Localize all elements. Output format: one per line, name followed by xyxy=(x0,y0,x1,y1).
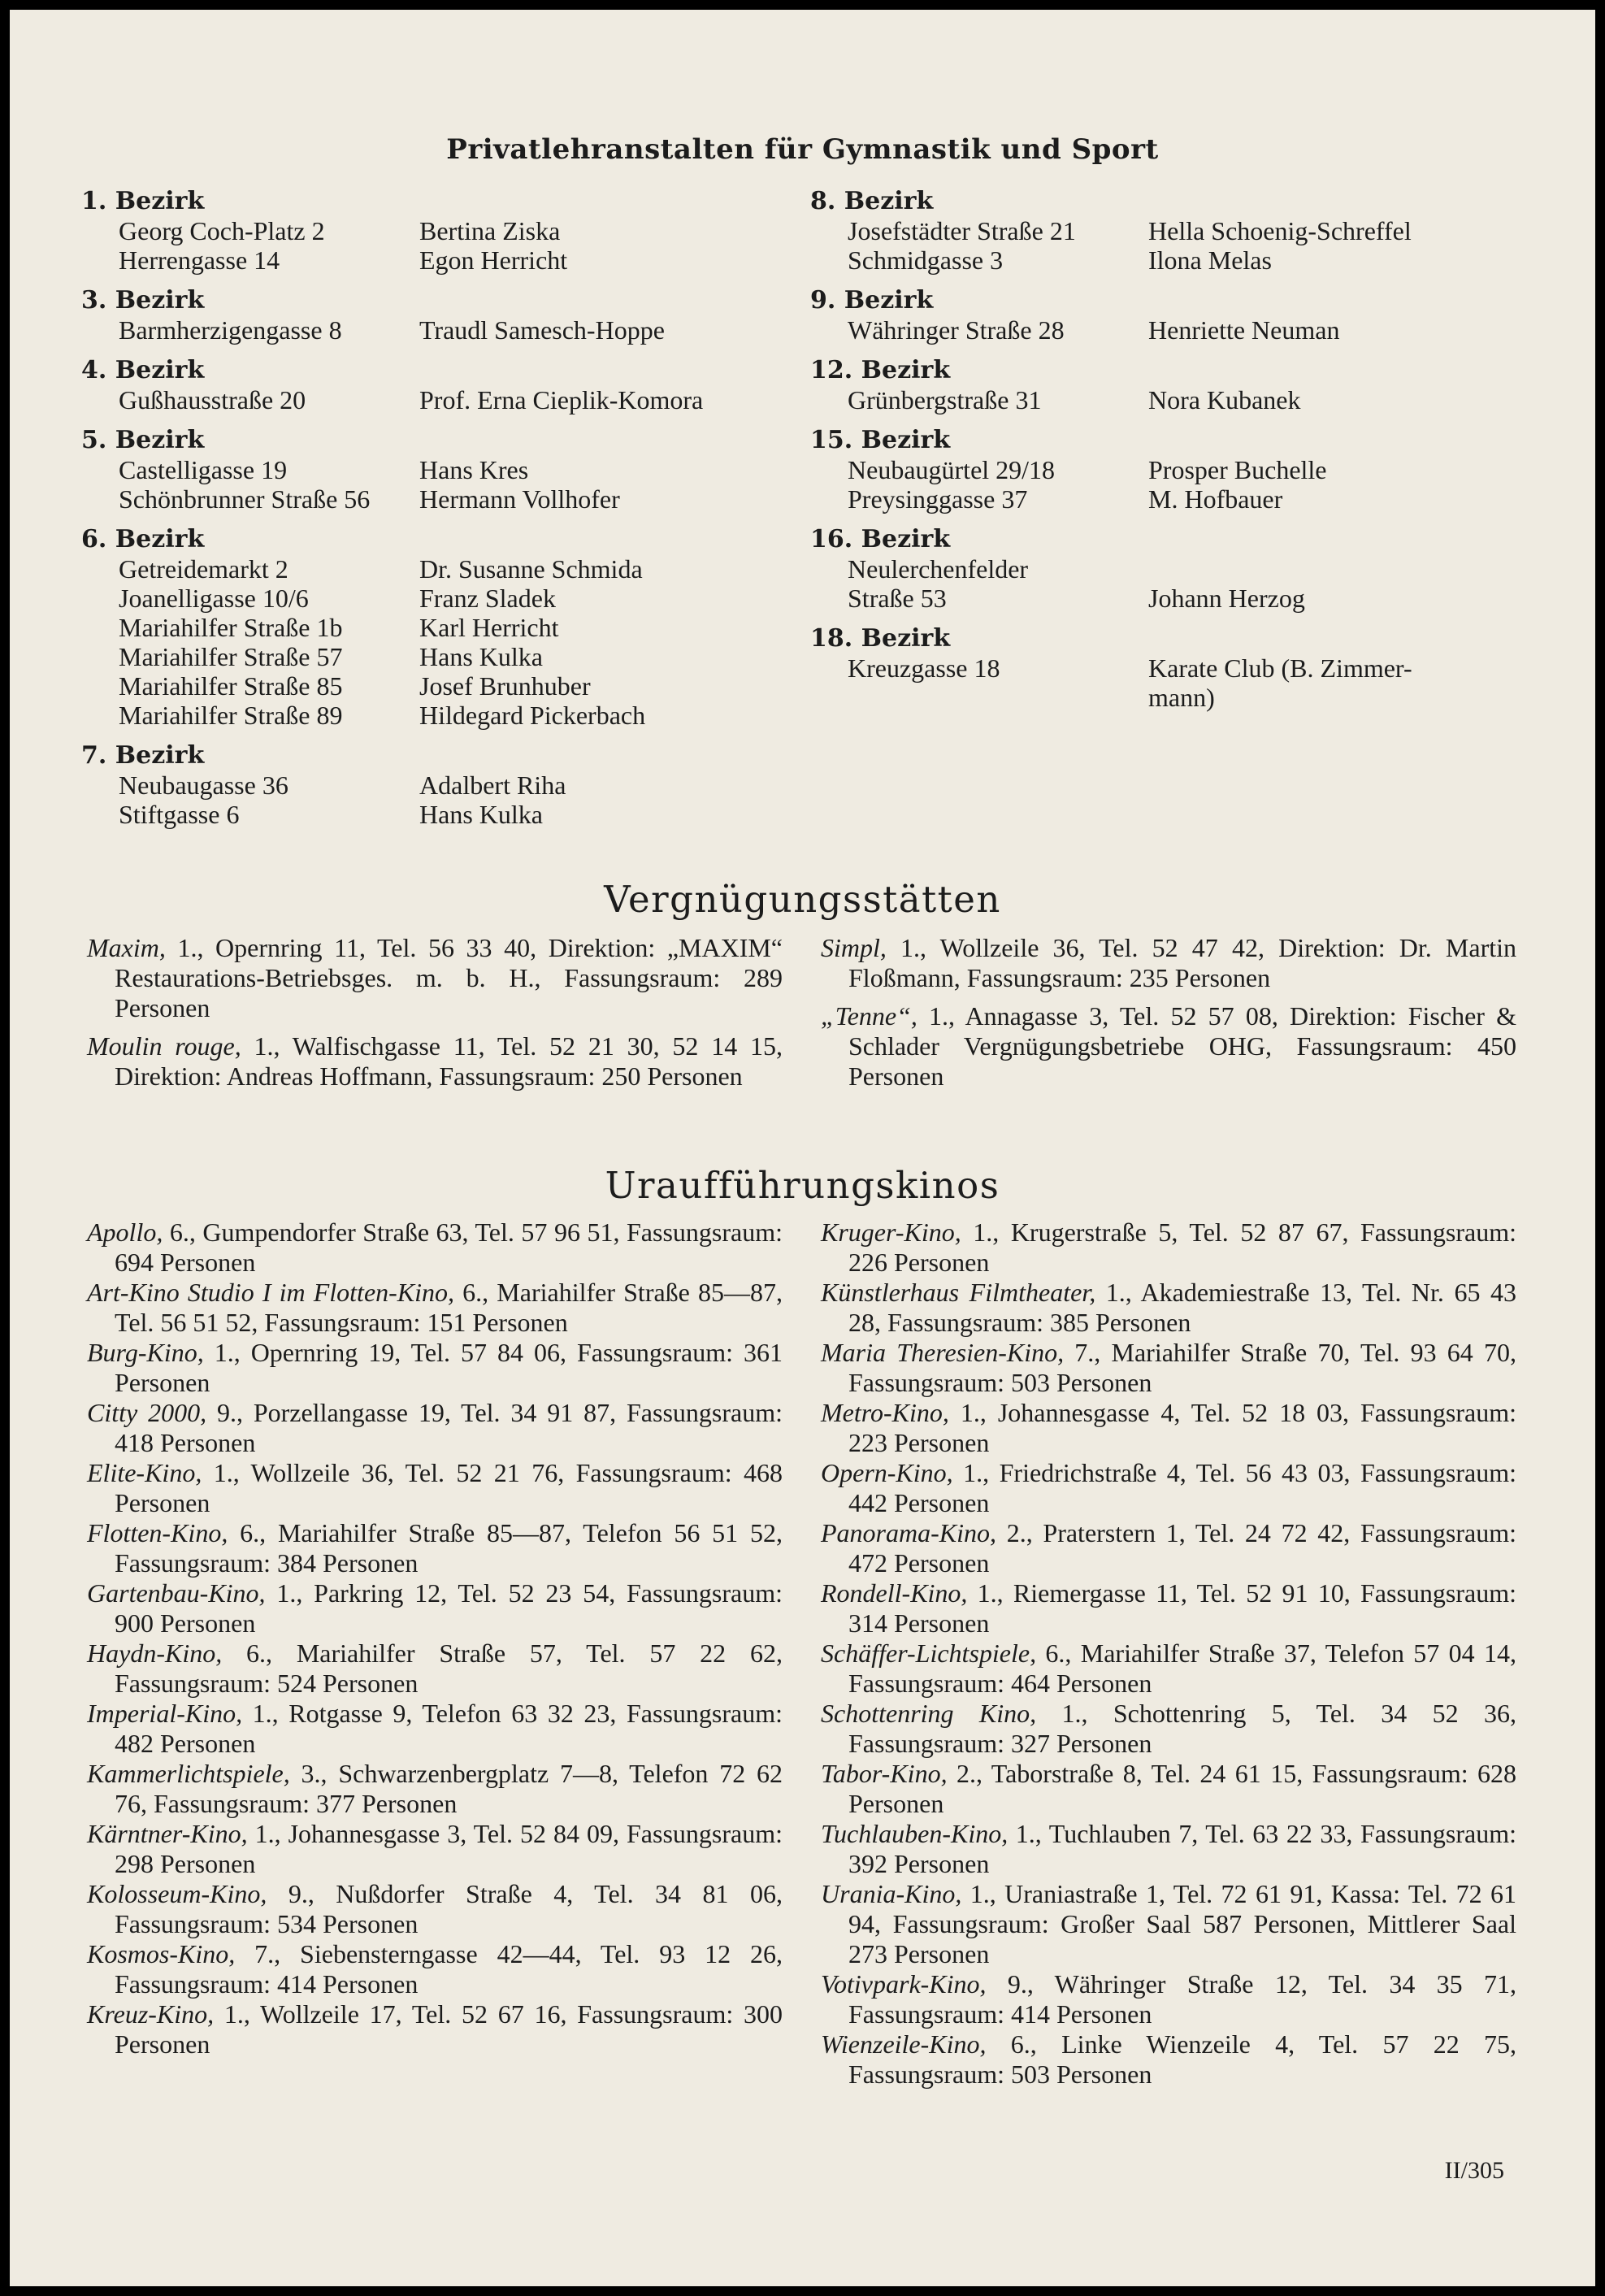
district-row xyxy=(81,584,793,613)
cinema-entry xyxy=(87,1578,783,1638)
district-row xyxy=(81,216,793,245)
cinema-name: Kammerlichtspiele, xyxy=(87,1759,290,1788)
cinema-name: Haydn-Kino, xyxy=(87,1638,223,1668)
cinema-entry xyxy=(87,1217,783,1278)
cinema-entry xyxy=(87,1699,783,1759)
venue-details: 1., Walfischgasse 11, Tel. 52 21 30, 52 14 15, Direktion: Andreas Hoffmann, Fassungsraum: 250 Personen xyxy=(115,1031,783,1091)
cinema-details: 6., Mariahilfer Straße 37, Telefon 57 04 14, Fassungsraum: 464 Personen xyxy=(848,1638,1516,1698)
district-address: Währinger Straße 28 xyxy=(848,315,1065,345)
cinema-column-right xyxy=(821,1217,1516,2090)
cinema-entry xyxy=(87,1819,783,1879)
venue-entry xyxy=(87,1031,783,1092)
district-address: Schönbrunner Straße 56 xyxy=(119,484,371,514)
district-row xyxy=(81,455,793,484)
district-block xyxy=(81,356,793,414)
district-block xyxy=(810,356,1498,414)
district-address: Neulerchenfelder xyxy=(848,554,1029,584)
cinema-details: 6., Gumpendorfer Straße 63, Tel. 57 96 51, Fassungsraum: 694 Personen xyxy=(115,1217,783,1277)
cinema-entry xyxy=(821,1759,1516,1819)
cinema-details: 1., Riemergasse 11, Tel. 52 91 10, Fassungsraum: 314 Personen xyxy=(848,1578,1516,1638)
district-address: Mariahilfer Straße 1b xyxy=(119,613,343,642)
cinema-details: 3., Schwarzenbergplatz 7—8, Telefon 72 62 76, Fassungsraum: 377 Personen xyxy=(115,1759,783,1818)
cinema-details: 6., Mariahilfer Straße 57, Tel. 57 22 62, Fassungsraum: 524 Personen xyxy=(115,1638,783,1698)
cinema-details: 1., Opernring 19, Tel. 57 84 06, Fassungsraum: 361 Personen xyxy=(115,1338,783,1397)
district-address xyxy=(848,683,1148,712)
cinema-details: 7., Mariahilfer Straße 70, Tel. 93 64 70, Fassungsraum: 503 Personen xyxy=(848,1338,1517,1397)
cinema-name: Opern-Kino, xyxy=(821,1458,953,1487)
cinema-name: Imperial-Kino, xyxy=(87,1699,243,1728)
district-owner: Hella Schoenig-Schreffel xyxy=(1148,216,1412,245)
district-block xyxy=(81,286,793,345)
district-row xyxy=(81,701,793,730)
cinema-name: Elite-Kino, xyxy=(87,1458,202,1487)
cinema-details: 1., Tuchlauben 7, Tel. 63 22 33, Fassungsraum: 392 Personen xyxy=(848,1819,1516,1878)
district-row xyxy=(810,245,1498,275)
district-label: 6. Bezirk xyxy=(81,525,205,553)
cinema-entry xyxy=(87,1278,783,1338)
district-block xyxy=(810,624,1498,712)
cinema-entry xyxy=(821,1819,1516,1879)
cinema-name: Votivpark-Kino, xyxy=(821,1969,987,1999)
cinema-name: Kosmos-Kino, xyxy=(87,1939,236,1968)
district-owner: Prof. Erna Cieplik-Komora xyxy=(419,385,704,414)
cinema-details: 2., Taborstraße 8, Tel. 24 61 15, Fassungsraum: 628 Personen xyxy=(848,1759,1516,1818)
cinema-name: Künstlerhaus Filmtheater, xyxy=(821,1278,1096,1307)
district-label: 12. Bezirk xyxy=(810,356,951,384)
district-block xyxy=(810,187,1498,275)
district-block xyxy=(81,525,793,730)
cinema-entry xyxy=(87,1999,783,2059)
district-column-right xyxy=(810,187,1498,723)
cinema-entry xyxy=(821,1217,1516,1278)
cinema-details: 1., Johannesgasse 3, Tel. 52 84 09, Fassungsraum: 298 Personen xyxy=(115,1819,783,1878)
district-address: Neubaugürtel 29/18 xyxy=(848,455,1056,484)
cinema-entry xyxy=(87,1458,783,1518)
district-row xyxy=(810,385,1498,414)
district-address: Grünbergstraße 31 xyxy=(848,385,1042,414)
cinema-details: 1., Schottenring 5, Tel. 34 52 36, Fassungsraum: 327 Personen xyxy=(848,1699,1516,1758)
district-address: Neubaugasse 36 xyxy=(119,770,288,800)
page-number: II/305 xyxy=(1444,2157,1504,2184)
cinema-entry xyxy=(87,1518,783,1578)
venue-entry xyxy=(821,1001,1516,1092)
cinema-entry xyxy=(821,1278,1516,1338)
cinema-name: Burg-Kino, xyxy=(87,1338,204,1367)
district-row xyxy=(81,245,793,275)
cinema-details: 6., Mariahilfer Straße 85—87, Telefon 56 51 52, Fassungsraum: 384 Personen xyxy=(115,1518,783,1578)
district-owner: Hermann Vollhofer xyxy=(419,484,620,514)
district-label: 15. Bezirk xyxy=(810,426,951,454)
cinema-details: 1., Akademiestraße 13, Tel. Nr. 65 43 28, Fassungsraum: 385 Personen xyxy=(848,1278,1517,1337)
venue-entry xyxy=(87,933,783,1023)
district-address: Mariahilfer Straße 85 xyxy=(119,671,343,701)
cinema-details: 6., Linke Wienzeile 4, Tel. 57 22 75, Fassungsraum: 503 Personen xyxy=(848,2029,1516,2089)
district-label: 5. Bezirk xyxy=(81,426,205,454)
district-row xyxy=(810,554,1498,584)
venue-name: Simpl, xyxy=(821,933,887,962)
cinema-details: 9., Porzellangasse 19, Tel. 34 91 87, Fassungsraum: 418 Personen xyxy=(115,1398,783,1457)
district-block xyxy=(81,741,793,829)
district-row xyxy=(81,642,793,671)
district-owner: Dr. Susanne Schmida xyxy=(419,554,643,584)
cinema-entry xyxy=(821,1398,1516,1458)
cinema-name: Wienzeile-Kino, xyxy=(821,2029,987,2059)
venue-name: Maxim, xyxy=(87,933,166,962)
district-row xyxy=(810,653,1498,683)
district-row xyxy=(81,315,793,345)
district-label: 3. Bezirk xyxy=(81,286,205,315)
cinema-details: 9., Währinger Straße 12, Tel. 34 35 71, Fassungsraum: 414 Personen xyxy=(848,1969,1516,2029)
district-row xyxy=(810,683,1498,712)
district-label: 18. Bezirk xyxy=(810,624,951,653)
cinema-entry xyxy=(87,1879,783,1939)
cinema-name: Art-Kino Studio I im Flotten-Kino, xyxy=(87,1278,455,1307)
cinema-details: 1., Parkring 12, Tel. 52 23 54, Fassungsraum: 900 Personen xyxy=(115,1578,783,1638)
district-owner: Ilona Melas xyxy=(1148,245,1272,275)
cinema-name: Citty 2000, xyxy=(87,1398,207,1427)
venue-details: 1., Annagasse 3, Tel. 52 57 08, Direktion: Fischer & Schlader Vergnügungsbetriebe OHG, Fassungsraum: 450 Personen xyxy=(848,1001,1516,1091)
venue-name: Moulin rouge, xyxy=(87,1031,241,1061)
district-address: Mariahilfer Straße 57 xyxy=(119,642,343,671)
cinema-details: 1., Rotgasse 9, Telefon 63 32 23, Fassungsraum: 482 Personen xyxy=(115,1699,783,1758)
district-address: Herrengasse 14 xyxy=(119,245,280,275)
cinema-name: Flotten-Kino, xyxy=(87,1518,228,1547)
cinema-details: 1., Krugerstraße 5, Tel. 52 87 67, Fassungsraum: 226 Personen xyxy=(848,1217,1516,1277)
district-row xyxy=(810,455,1498,484)
cinema-details: 1., Friedrichstraße 4, Tel. 56 43 03, Fassungsraum: 442 Personen xyxy=(848,1458,1516,1517)
district-owner: Karl Herricht xyxy=(419,613,559,642)
cinema-name: Maria Theresien-Kino, xyxy=(821,1338,1065,1367)
district-column-left xyxy=(81,187,793,840)
district-address: Josefstädter Straße 21 xyxy=(848,216,1076,245)
district-address: Gußhausstraße 20 xyxy=(119,385,306,414)
cinema-details: 1., Uraniastraße 1, Tel. 72 61 91, Kassa: Tel. 72 61 94, Fassungsraum: Großer Saal 587 Personen, Mittlerer Saal 273 Personen xyxy=(848,1879,1516,1968)
venue-name: „Tenne“, xyxy=(821,1001,917,1031)
district-row xyxy=(810,216,1498,245)
district-label: 4. Bezirk xyxy=(81,356,205,384)
district-label: 8. Bezirk xyxy=(810,187,934,215)
cinema-details: 9., Nußdorfer Straße 4, Tel. 34 81 06, Fassungsraum: 534 Personen xyxy=(115,1879,783,1938)
cinema-entry xyxy=(87,1759,783,1819)
district-address: Stiftgasse 6 xyxy=(119,800,240,829)
document-page xyxy=(10,10,1595,2286)
district-row xyxy=(81,554,793,584)
district-address: Preysinggasse 37 xyxy=(848,484,1028,514)
district-block xyxy=(810,525,1498,613)
cinema-entry xyxy=(821,1578,1516,1638)
section-title-entertainment: Vergnügungsstätten xyxy=(604,878,1001,921)
district-owner: Karate Club (B. Zimmer- xyxy=(1148,653,1412,683)
cinema-details: 1., Wollzeile 17, Tel. 52 67 16, Fassungsraum: 300 Personen xyxy=(115,1999,783,2059)
cinema-name: Schäffer-Lichtspiele, xyxy=(821,1638,1037,1668)
district-owner xyxy=(1148,554,1498,584)
cinema-name: Schottenring Kino, xyxy=(821,1699,1037,1728)
cinema-entry xyxy=(87,1338,783,1398)
district-label: 7. Bezirk xyxy=(81,741,205,770)
district-label: 9. Bezirk xyxy=(810,286,934,315)
district-label: 1. Bezirk xyxy=(81,187,205,215)
district-address: Georg Coch-Platz 2 xyxy=(119,216,325,245)
cinema-entry xyxy=(821,1699,1516,1759)
cinema-entry xyxy=(821,1338,1516,1398)
cinema-name: Kärntner-Kino, xyxy=(87,1819,248,1848)
district-address: Castelligasse 19 xyxy=(119,455,288,484)
district-owner: Hans Kres xyxy=(419,455,529,484)
cinema-name: Tuchlauben-Kino, xyxy=(821,1819,1009,1848)
cinema-entry xyxy=(821,1879,1516,1969)
cinema-details: 1., Wollzeile 36, Tel. 52 21 76, Fassungsraum: 468 Personen xyxy=(115,1458,783,1517)
district-owner: Bertina Ziska xyxy=(419,216,561,245)
cinema-entry xyxy=(821,1638,1516,1699)
cinema-details: 1., Johannesgasse 4, Tel. 52 18 03, Fassungsraum: 223 Personen xyxy=(848,1398,1516,1457)
cinema-name: Gartenbau-Kino, xyxy=(87,1578,266,1608)
district-owner: Adalbert Riha xyxy=(419,770,566,800)
cinema-column-left xyxy=(87,1217,783,2059)
cinema-name: Tabor-Kino, xyxy=(821,1759,948,1788)
district-address: Getreidemarkt 2 xyxy=(119,554,288,584)
district-address: Kreuzgasse 18 xyxy=(848,653,1000,683)
district-row xyxy=(810,584,1498,613)
district-owner: Hans Kulka xyxy=(419,642,543,671)
district-row xyxy=(81,385,793,414)
cinema-entry xyxy=(821,1458,1516,1518)
cinema-details: 2., Praterstern 1, Tel. 24 72 42, Fassungsraum: 472 Personen xyxy=(848,1518,1516,1578)
entertainment-column-left xyxy=(87,933,783,1100)
district-row xyxy=(810,315,1498,345)
district-row xyxy=(81,613,793,642)
district-address: Barmherzigengasse 8 xyxy=(119,315,342,345)
cinema-name: Metro-Kino, xyxy=(821,1398,949,1427)
section-title-cinemas: Uraufführungskinos xyxy=(605,1164,1000,1207)
district-address: Mariahilfer Straße 89 xyxy=(119,701,343,730)
district-label: 16. Bezirk xyxy=(810,525,951,553)
cinema-name: Panorama-Kino, xyxy=(821,1518,996,1547)
district-owner: Henriette Neuman xyxy=(1148,315,1340,345)
district-owner: Egon Herricht xyxy=(419,245,568,275)
district-row xyxy=(810,484,1498,514)
district-owner: Prosper Buchelle xyxy=(1148,455,1327,484)
venue-entry xyxy=(821,933,1516,993)
cinema-entry xyxy=(87,1638,783,1699)
cinema-entry xyxy=(821,1969,1516,2029)
district-address: Joanelligasse 10/6 xyxy=(119,584,309,613)
district-owner: Traudl Samesch-Hoppe xyxy=(419,315,665,345)
section-title-gymnastics: Privatlehranstalten für Gymnastik und Sport xyxy=(446,133,1159,166)
cinema-name: Kruger-Kino, xyxy=(821,1217,961,1247)
cinema-details: 6., Mariahilfer Straße 85—87, Tel. 56 51 52, Fassungsraum: 151 Personen xyxy=(115,1278,783,1337)
cinema-details: 7., Siebensterngasse 42—44, Tel. 93 12 26, Fassungsraum: 414 Personen xyxy=(115,1939,783,1999)
district-row xyxy=(81,671,793,701)
district-row xyxy=(81,484,793,514)
cinema-name: Kolosseum-Kino, xyxy=(87,1879,267,1908)
district-owner: Hans Kulka xyxy=(419,800,543,829)
district-address: Straße 53 xyxy=(848,584,947,613)
district-owner: M. Hofbauer xyxy=(1148,484,1283,514)
district-row xyxy=(81,800,793,829)
cinema-name: Urania-Kino, xyxy=(821,1879,962,1908)
cinema-entry xyxy=(821,1518,1516,1578)
district-block xyxy=(810,286,1498,345)
district-block xyxy=(81,187,793,275)
district-owner: Franz Sladek xyxy=(419,584,556,613)
venue-details: 1., Opernring 11, Tel. 56 33 40, Direktion: „MAXIM“ Restaurations-Betriebsges. m. b. H., Fassungsraum: 289 Personen xyxy=(115,933,783,1022)
district-owner: Josef Brunhuber xyxy=(419,671,591,701)
cinema-name: Apollo, xyxy=(87,1217,163,1247)
district-row xyxy=(81,770,793,800)
district-owner: Hildegard Pickerbach xyxy=(419,701,646,730)
cinema-name: Rondell-Kino, xyxy=(821,1578,968,1608)
cinema-name: Kreuz-Kino, xyxy=(87,1999,215,2029)
venue-details: 1., Wollzeile 36, Tel. 52 47 42, Direktion: Dr. Martin Floßmann, Fassungsraum: 235 Personen xyxy=(848,933,1516,992)
district-address: Schmidgasse 3 xyxy=(848,245,1004,275)
cinema-entry xyxy=(87,1398,783,1458)
district-block xyxy=(81,426,793,514)
district-owner: Nora Kubanek xyxy=(1148,385,1301,414)
district-block xyxy=(810,426,1498,514)
entertainment-column-right xyxy=(821,933,1516,1100)
district-owner: mann) xyxy=(1148,683,1215,712)
district-owner: Johann Herzog xyxy=(1148,584,1305,613)
cinema-entry xyxy=(821,2029,1516,2090)
cinema-entry xyxy=(87,1939,783,1999)
